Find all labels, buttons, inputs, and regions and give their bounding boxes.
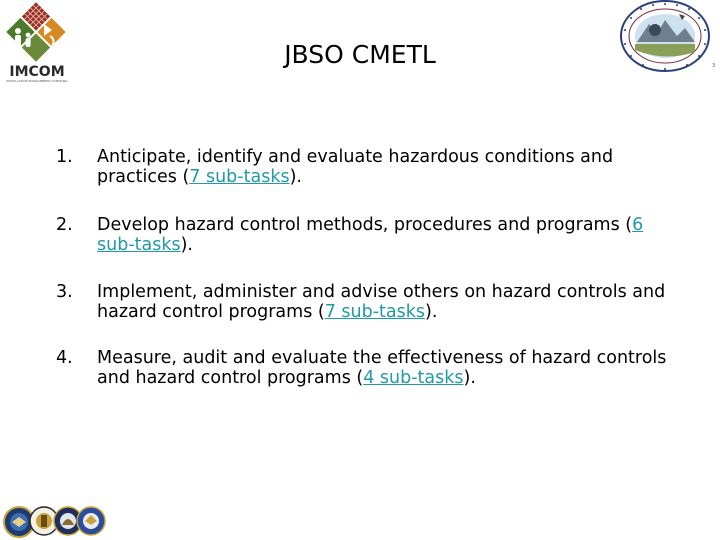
item-text: Measure, audit and evaluate the effectiveness of hazard controls and hazard control programs (4 sub-tasks). — [97, 348, 667, 388]
sub-tasks-link[interactable]: 6 sub-tasks — [97, 215, 644, 255]
item-number: 3. — [56, 282, 73, 302]
item-text: Develop hazard control methods, procedures and programs (6 sub-tasks). — [97, 215, 644, 255]
imcom-logo-text: IMCOM — [9, 64, 65, 80]
slide-title: JBSO CMETL — [284, 40, 436, 69]
sub-tasks-link[interactable]: 7 sub-tasks — [189, 167, 290, 187]
sub-tasks-link[interactable]: 7 sub-tasks — [324, 302, 426, 322]
sub-tasks-link[interactable]: 4 sub-tasks — [363, 368, 464, 388]
item-text: Implement, administer and advise others on hazard controls and hazard control programs (7 sub-tasks). — [97, 282, 666, 322]
item-number: 1. — [56, 147, 73, 167]
item-number: 4. — [56, 348, 73, 368]
item-text: Anticipate, identify and evaluate hazardous conditions and practices (7 sub-tasks). — [97, 147, 614, 187]
jbso-seal-icon — [619, 0, 719, 76]
imcom-logo-icon — [0, 0, 74, 84]
item-number: 2. — [56, 215, 73, 235]
logo-caption: INSTALLATION MANAGEMENT COMMAND — [6, 79, 68, 83]
air-force-seal-icon — [77, 507, 105, 535]
footer-seals — [2, 503, 106, 539]
slide-number: 3 — [712, 63, 716, 69]
